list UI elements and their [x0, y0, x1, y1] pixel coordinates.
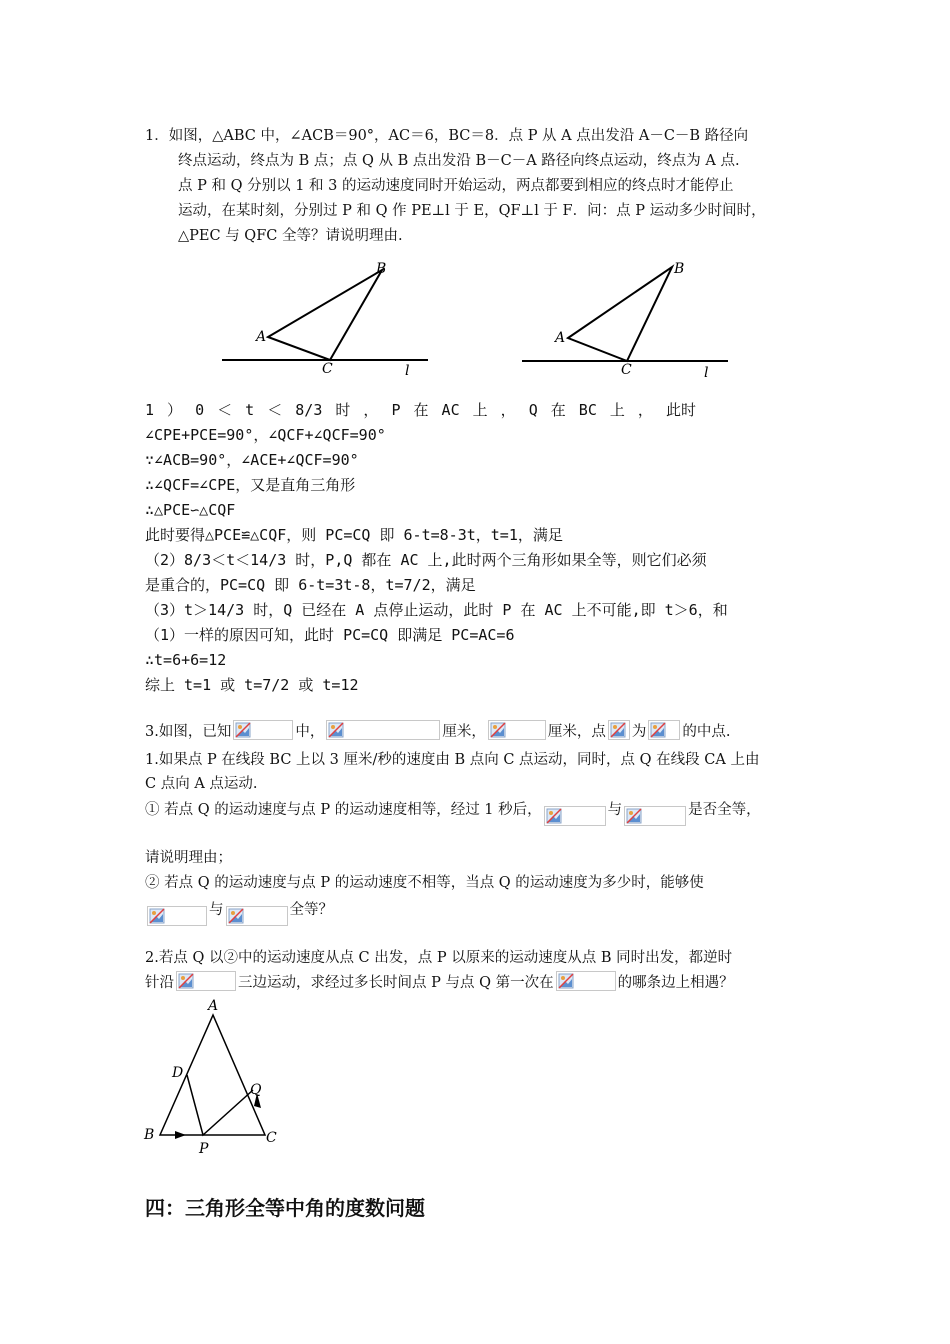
problem3-line-5: 请说明理由；: [145, 850, 232, 866]
broken-image-icon: [624, 806, 686, 826]
p3-l4-text-a: ① 若点 Q 的运动速度与点 P 的运动速度相等，经过 1 秒后，: [145, 802, 542, 818]
solution-line-12: 综上 t=1 或 t=7/2 或 t=12: [145, 676, 359, 694]
label-q: Q: [250, 1082, 262, 1098]
solution-line-2: ∠CPE+PCE=90°，∠QCF+∠QCF=90°: [145, 426, 386, 444]
solution-line-3: ∵∠ACB=90°，∠ACE+∠QCF=90°: [145, 451, 359, 469]
p3-l1-text-f: 的中点.: [682, 724, 731, 740]
solution-line-4: ∴∠QCF=∠CPE，又是直角三角形: [145, 476, 356, 494]
problem1-line-4: 运动，在某时刻，分别过 P 和 Q 作 PE⊥l 于 E，QF⊥l 于 F．问：点 P 运动多少时间时，: [178, 203, 766, 219]
problem3-line-8: 2.若点 Q 以②中的运动速度从点 C 出发，点 P 以原来的运动速度从点 B 同时出发，都逆时: [145, 950, 733, 966]
broken-image-icon: [233, 720, 293, 740]
broken-image-icon: [226, 906, 288, 926]
broken-image-icon: [648, 720, 680, 740]
problem3-line-7: [145, 898, 333, 926]
problem1-line-1: 1．如图，△ABC 中，∠ACB＝90°，AC＝6，BC＝8．点 P 从 A 点出发沿 A－C－B 路径向: [145, 128, 749, 144]
label-b-right: B: [674, 261, 685, 277]
solution-line-8: 是重合的，PC=CQ 即 6-t=3t-8，t=7/2，满足: [145, 576, 476, 594]
label-c-right: C: [621, 362, 632, 378]
p3-l1-text-d: 厘米，点: [547, 724, 606, 740]
broken-image-icon: [608, 720, 630, 740]
label-a: A: [208, 998, 219, 1014]
problem3-line-1: [145, 720, 730, 744]
problem3-line-2: 1.如果点 P 在线段 BC 上以 3 厘米/秒的速度由 B 点向 C 点运动，同时，点 Q 在线段 CA 上由: [145, 752, 760, 768]
p3-l4-text-c: 是否全等，: [688, 802, 761, 818]
broken-image-icon: [326, 720, 440, 740]
p3-l7-text-a: 与: [209, 902, 224, 918]
triangle-figure-right: [522, 261, 728, 381]
p3-l4-text-b: 与: [607, 802, 623, 818]
problem1-line-2: 终点运动，终点为 B 点；点 Q 从 B 点出发沿 B－C－A 路径向终点运动，终点为 A 点.: [178, 153, 740, 169]
label-b-left: B: [376, 261, 387, 277]
problem3-line-3: C 点向 A 点运动.: [145, 776, 258, 792]
arrow-p: [175, 1131, 186, 1139]
broken-image-icon: [544, 806, 606, 826]
figure-triangles: [210, 255, 750, 390]
solution-line-5: ∴△PCE∽△CQF: [145, 501, 236, 519]
label-c-left: C: [322, 361, 333, 377]
solution-line-11: ∴t=6+6=12: [145, 651, 227, 669]
p3-l9-text-c: 的哪条边上相遇？: [617, 975, 734, 991]
p3-l9-text-b: 三边运动，求经过多长时间点 P 与点 Q 第一次在: [238, 975, 554, 991]
label-a-right: A: [555, 330, 566, 346]
solution-line-10: （1）一样的原因可知，此时 PC=CQ 即满足 PC=AC=6: [145, 626, 515, 644]
p3-l1-text-b: 中，: [295, 724, 325, 740]
p3-l9-text-a: 针沿: [145, 975, 174, 991]
p3-l1-text-c: 厘米，: [442, 724, 486, 740]
problem1-line-5: △PEC 与 QFC 全等？请说明理由.: [178, 228, 403, 244]
label-p: P: [199, 1141, 209, 1157]
broken-image-icon: [147, 906, 207, 926]
p3-l1-text-a: 3.如图，已知: [145, 724, 232, 740]
broken-image-icon: [556, 971, 616, 991]
p3-l7-text-b: 全等？: [289, 902, 333, 918]
solution-line-6: 此时要得△PCE≌△CQF，则 PC=CQ 即 6-t=8-3t，t=1，满足: [145, 526, 563, 544]
figure-triangle-abc: [135, 995, 295, 1160]
broken-image-icon: [176, 971, 236, 991]
broken-image-icon: [488, 720, 546, 740]
label-b: B: [144, 1127, 155, 1143]
triangle-figure-left: [222, 261, 428, 379]
solution-line-9: （3）t＞14/3 时，Q 已经在 A 点停止运动，此时 P 在 AC 上不可能,即 t＞6，和: [145, 601, 728, 619]
p3-l1-text-e: 为: [631, 724, 647, 740]
problem3-line-9: [145, 971, 734, 995]
section-heading: 四：三角形全等中角的度数问题: [145, 1196, 425, 1220]
solution-line-7: （2）8/3＜t＜14/3 时，P,Q 都在 AC 上,此时两个三角形如果全等，则它们必须: [145, 551, 707, 569]
problem1-line-3: 点 P 和 Q 分别以 1 和 3 的运动速度同时开始运动，两点都要到相应的终点时才能停止: [178, 178, 734, 194]
label-l-right: l: [704, 365, 709, 381]
problem3-line-4: [145, 798, 761, 826]
problem3-line-6: ② 若点 Q 的运动速度与点 P 的运动速度不相等，当点 Q 的运动速度为多少时，能够使: [145, 875, 704, 891]
solution-line-1: 1 ） 0 ＜ t ＜ 8/3 时 ， P 在 AC 上 ， Q 在 BC 上 ， 此时: [145, 401, 696, 419]
label-l-left: l: [405, 363, 410, 379]
label-c: C: [266, 1130, 277, 1146]
label-d: D: [172, 1065, 184, 1081]
label-a-left: A: [256, 329, 267, 345]
